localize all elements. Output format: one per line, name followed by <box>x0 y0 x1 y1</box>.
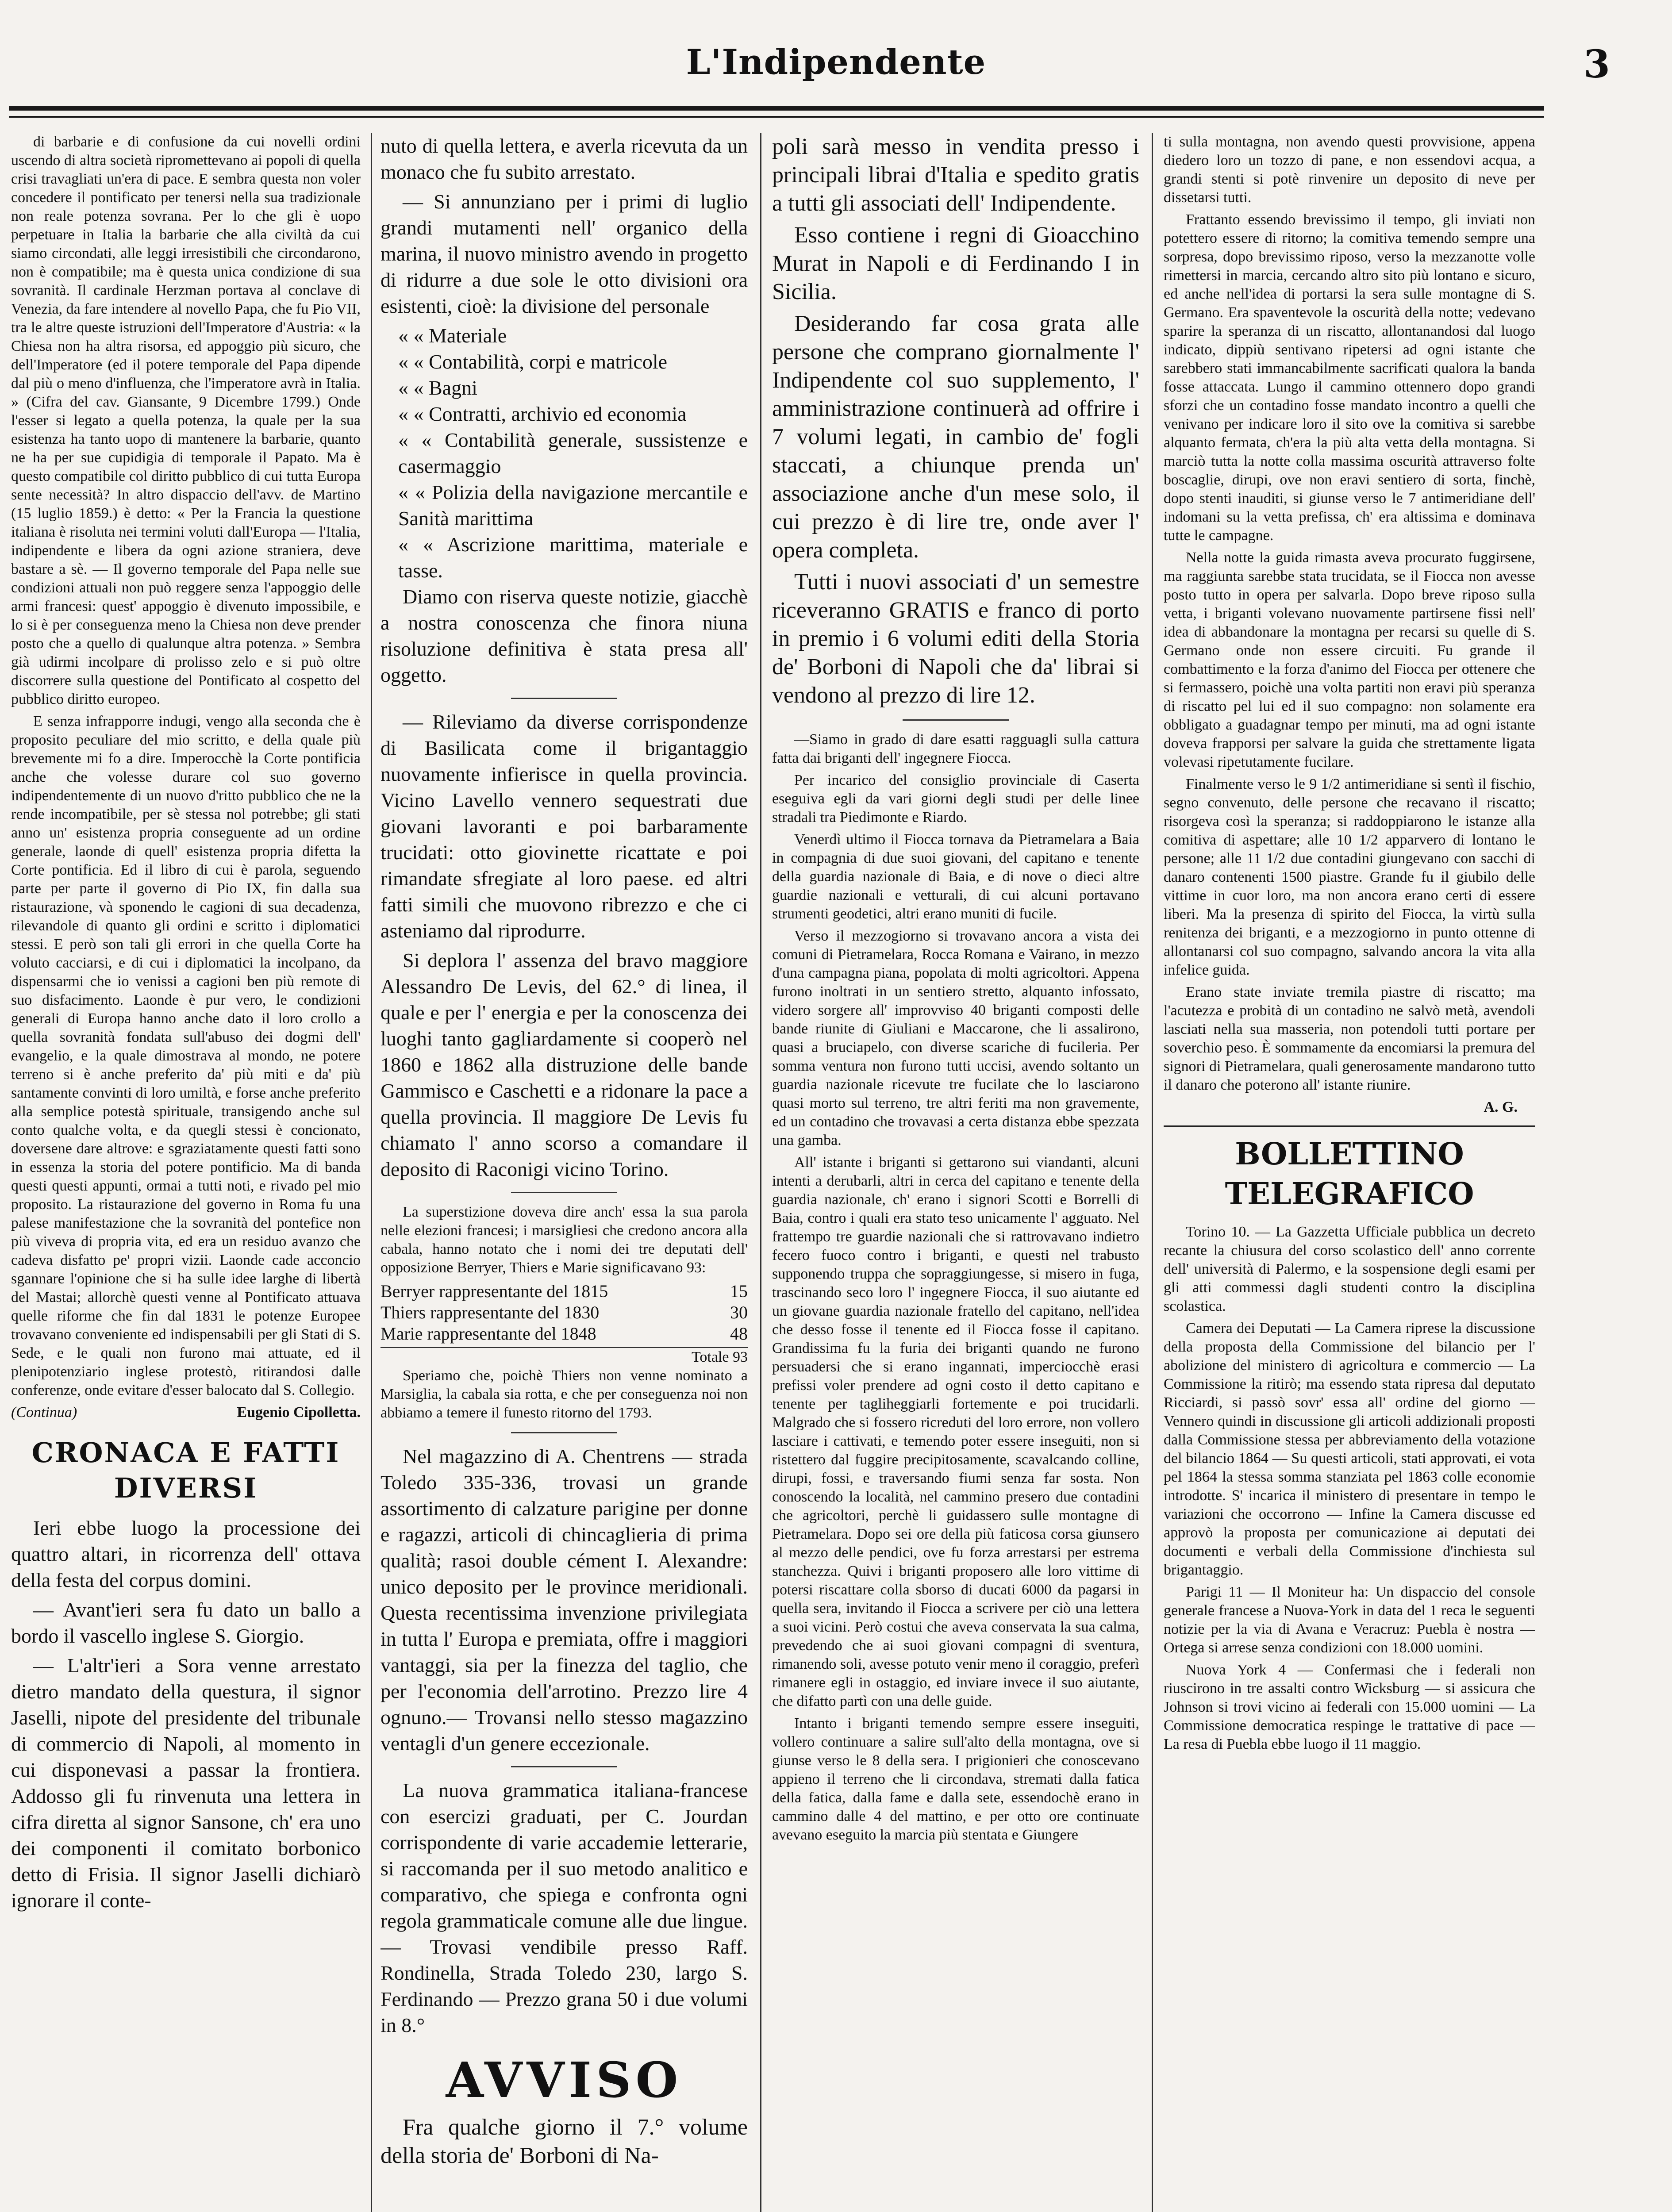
list-item: « « Polizia della navigazione mercantile e Sanità marittima <box>398 481 748 530</box>
table-row <box>381 1323 748 1344</box>
masthead <box>0 42 1672 87</box>
newspaper-title: L'Indipendente <box>686 42 986 82</box>
news-paragraph: Speriamo che, poichè Thiers non venne nominato a Marsiglia, la cabala sia rotta, e che per conseguenza noi non abbiamo a temere il funesto ritorno del 1793. <box>381 1367 748 1421</box>
page-number: 3 <box>1584 42 1610 87</box>
author-name: Eugenio Cipolletta. <box>237 1404 361 1421</box>
separator-rule <box>511 698 617 699</box>
news-paragraph: All' istante i briganti si gettarono sui viandanti, alcuni intenti a derubarli, altri in cerca del capitano e tenente della guardia nazionale, ch' erano i signori Scotti e Borrelli di Baia, contro i quali era stato teso unicamente l' agguato. Nel frattempo tre guardie nazionali che si rattrovavano indietro fecero fuoco contro i briganti, e questi nel trabusto supponendo truppa che sopraggiungesse, si misero in fuga, trascinando seco loro l' ingegnere Fiocca, il suo aiutante ed un giovane guardia nazionale fratello del capitano, nell'idea che desso fosse il tenente ed il Fiocca fosse il capitano. Grandissima fu la furia dei briganti quando ne furono persuadersi che si erano ingannati, imperciocchè erasi prefissi voler prendere ad ogni costo il detto capitano e tenente per tagliheggiarli fortemente e poi trucidarli. Malgrado che si fossero ricreduti del loro errore, non vollero lasciare i cattivati, e temendo poter essere inseguiti, non si ristettero dal fuggire precipitosamente, scavalcando colline, dirupi, fossi, e traversando fiumi senza far sosta. Non conoscendo la località, nel cammino presero due contadini che agricoltori, perchè li guidassero sulle montagne di Pietramelara. Dopo sei ore della più faticosa corsa giunsero al mezzo delle pendici, ove fu forza arrestarsi per estrema stanchezza. Quivi i briganti proposero alle loro vittime di potersi riscattare colla sborso di ducati 6000 da pagarsi in quella sera, invitando il Fiocca a scrivere per ciò una lettera a suoi vicini. Però costui che aveva conservata la sua calma, prevedendo che ai suoi giovani compagni di sventura, rimanendo soli, avesse potuto venir meno il coraggio, preferì rimanere egli in ostaggio, ed inviare invece il suo aiutante, che difatto partì con una delle guide. <box>772 1154 1139 1709</box>
separator-rule <box>511 1766 617 1767</box>
column-1 <box>11 133 361 2212</box>
table-cell: 30 <box>730 1302 748 1322</box>
column-3 <box>772 133 1139 2212</box>
separator-rule <box>903 719 1009 721</box>
table-row <box>381 1281 748 1302</box>
avviso-paragraph: Tutti i nuovi associati d' un semestre riceveranno GRATIS e franco di porto in premio i 6 volumi editi della Storia de' Borboni di Napoli che da' librai si vendono al prezzo di lire 12. <box>772 569 1139 708</box>
signature: A. G. <box>1484 1099 1518 1115</box>
news-paragraph: — Rileviamo da diverse corrispondenze di Basilicata come il brigantaggio nuovamente infierisce in quella provincia. Vicino Lavello vennero sequestrati due giovani lavoranti e poi barbaramente trucidati: otto giovinette ricattate e poi rimandate sfregiate al loro paese. ed altri fatti simili che muovono ribrezzo e che ci asteniamo dal riprodurre. <box>381 710 748 942</box>
list-item: « « Ascrizione marittima, materiale e tasse. <box>398 533 748 582</box>
news-paragraph: Venerdì ultimo il Fiocca tornava da Pietramelara a Baia in compagnia di due suoi giovani, del capitano e tenente della guardia nazionale di Baia, e di nove o dieci altre guardie nazionali e vetturali, di cui alcuni portavano strumenti geodetici, altri erano muniti di fucile. <box>772 831 1139 922</box>
avviso-paragraph: Esso contiene i regni di Gioacchino Murat in Napoli e di Ferdinando I in Sicilia. <box>772 223 1139 304</box>
table-row <box>381 1302 748 1323</box>
column-4 <box>1164 133 1535 2212</box>
avviso-heading: AVVISO <box>446 2051 683 2108</box>
list-item: « « Bagni <box>398 376 477 399</box>
table-cell: 48 <box>730 1324 748 1344</box>
news-paragraph: Ieri ebbe luogo la processione dei quattro altari, in ricorrenza dell' ottava della festa del corpus domini. <box>11 1517 361 1591</box>
continua-label: (Continua) <box>11 1404 77 1421</box>
news-paragraph: La superstizione doveva dire anch' essa la sua parola nelle elezioni francesi; i marsigliesi che credono ancora alla cabala, hanno notato che i nomi dei tre deputati dell' opposizione Berryer, Thiers e Marie significavano 93: <box>381 1204 748 1276</box>
news-paragraph: — Si annunziano per i primi di luglio grandi mutamenti nell' organico della marina, il nuovo ministro avendo in progetto di ridurre a due sole le otto divisioni ora esistenti, cioè: la divisione del personale <box>381 190 748 317</box>
list-item: « « Contratti, archivio ed economia <box>398 403 687 425</box>
ad-paragraph: Nel magazzino di A. Chentrens — strada Toledo 335-336, trovasi un grande assortimento di calzature parigine per donne e ragazzi, articoli di chincaglieria di prima qualità; rasoi double cément I. Alexandre: unico deposito per le province meridionali. Questa recentissima invenzione privilegiata in tutta l' Europa e premiata, offre i maggiori vantaggi, sia per la finezza del taglio, che per l'economia dell'arrotino. Prezzo lire 4 ognuno.— Trovansi nello stesso magazzino ventagli d'un genere eccezionale. <box>381 1445 748 1755</box>
section-heading-cronaca: CRONACA E FATTI DIVERSI <box>31 1436 340 1504</box>
table-cell: Marie rappresentante del 1848 <box>381 1324 596 1344</box>
news-paragraph: — Avant'ieri sera fu dato un ballo a bordo il vascello inglese S. Giorgio. <box>11 1598 361 1647</box>
column-2 <box>381 133 748 2212</box>
news-paragraph: Frattanto essendo brevissimo il tempo, gli inviati non potettero essere di ritorno; la comitiva temendo sempre una sorpresa, dopo brevissimo riposo, verso la mezzanotte volle rimettersi in marcia, cercando altro sito più lontano e sicuro, ed anche nell'idea di portarsi la sera sulle montagne di S. Germano. Era spaventevole la oscurità della notte; vedevano sparire la speranza di un riscatto, allontanandosi dal luogo indicato, dippiù sentivano ripetersi ad ogni istante che sarebbero stati immancabilmente sacrificati qualora la banda fosse attaccata. Lungo il cammino ottennero dopo grandi sforzi che un contadino fosse mandato incontro a quelli che venivano per indicare loro il sito ove la comitiva si sarebbe alquanto fermata, ch'era la più alta vetta della montagna. Si marciò tutta la notte colla massima oscurità attraverso folte boscaglie, dirupi, ove non eravi sentiero di sorta, finchè, dopo stenti inauditi, si giunse verso le 7 antimeridiane dell' indomani su la vetta prefissa, ch' era altissima e dominava tutte le campagne. <box>1164 211 1535 544</box>
table-cell: 15 <box>730 1281 748 1301</box>
list-item: « « Contabilità, corpi e matricole <box>398 350 668 373</box>
news-paragraph: Intanto i briganti temendo sempre essere inseguiti, vollero continuare a salire sull'alto della montagna, ove si giunse verso le 8 della sera. I prigionieri che conoscevano appieno il terreno che li circondava, stremati dalla fatica della fatica, dalla fame e dalla sete, essendochè erano in cammino dalle 4 del mattino, e per otto ore continuate avevano eseguito la marcia più stentata e Giungere <box>772 1715 1139 1843</box>
column-divider <box>371 133 372 2212</box>
news-paragraph: —Siamo in grado di dare esatti ragguagli sulla cattura fatta dai briganti dell' ingegnere Fiocca. <box>772 731 1139 766</box>
news-paragraph: nuto di quella lettera, e averla ricevuta da un monaco che fu subito arrestato. <box>381 134 748 183</box>
article-paragraph: E senza infrapporre indugi, vengo alla seconda che è proposito peculiare del mio scritto, e della quale più brevemente mi fo a dire. Imperocchè la Corte pontificia anche che volesse durare col suo governo indipendentemente di un nuovo d'ritto pubblico che ne la rende incompatibile, per sè stessa nol potrebbe; gli stati anno un' esistenza propria conseguente ad un ordine generale, laonde di quell' esistenza propria difetta la Corte pontificia. Ed il libro di cui è parola, seguendo parte per parte il governo di Pio IX, fin dalla sua ristaurazione, và sponendo le cagioni di sua decadenza, rilevandole di quanto gli ordini e scritto i diplomatici stessi. E però son tali gli errori in che quella Corte ha voluto cacciarsi, e di cui i diplomatici la incolpano, da dispensarmi che io venissi a cagioni ben più remote di suo disfacimento. Laonde è pur vero, le condizioni generali di Europa hanno anche dato il loro crollo a quella sovranità fondata sull'abuso dei dogmi dell' evangelio, e la quale dimostrava al mondo, ne potere terreno si è anche preferito da' più miti e da' più santamente convinti di loro umiltà, e forse anche preferito alla semplice potestà spirituale, transigendo anche sul conto qualche volta, e da quegli stessi è concionato, doversene dare altrove: e sgraziatamente questi fatti sono in essenza la storia del potere pontificio. Ma di banda questi questi appunti, ormai a tutti noti, e rivado pel mio proposito. La ristaurazione del governo in Roma fu una palese manifestazione che la sovranità del pontefice non più viveva di propria vita, ed era un residuo avanzo che cadeva disfatto pe' propri vizii. Laonde cade acconcio sgannare l'opinione che si ha sulle idee larghe di libertà del Mastai; allorchè questi venne al Pontificato attuava quelle riforme che fin dal 1831 le potenze Europee trovavano conveniente ed indispensabili per gli Stati di S. Sede, e le quali non furono mai attuate, ed il plenipotenziario inglese protestò, ritirandosi dalle conferenze, onde evitare d'esser balocato dal S. Collegio. <box>11 713 361 1398</box>
telegraph-paragraph: Camera dei Deputati — La Camera riprese la discussione della proposta della Commissione del bilancio per l' abolizione del ministero di agricoltura e commercio — La Commissione la ritirò; ma essendo stata ripresa dal deputato Ricciardi, si passò sovr' essa all' ordine del giorno — Vennero quindi in discussione gli articoli addizionali proposti dalla Commissione stessa per abbreviamento della votazione del bilancio 1864 — Su questi articoli, stati approvati, ei vota pel 1864 la stessa somma stanziata pel 1863 colle economie introdotte. S' incarica il ministero di presentare in tempo le variazioni che occorrono — Infine la Camera discusse ed approvò la proposta per comunicazione ai deputati dei documenti e verbali della Commissione d'inchiesta sul brigantaggio. <box>1164 1320 1535 1578</box>
table-cell: Berryer rappresentante del 1815 <box>381 1281 608 1301</box>
news-paragraph: Per incarico del consiglio provinciale di Caserta eseguiva egli da vari giorni degli studi per delle linee stradali tra Piedimonte e Riardo. <box>772 772 1139 826</box>
cabala-table <box>381 1281 748 1344</box>
telegraph-paragraph: Torino 10. — La Gazzetta Ufficiale pubblica un decreto recante la chiusura del corso scolastico dell' anno corrente dell' università di Palermo, e la sospensione degli esami per gli atti commessi dagli studenti contro la disciplina scolastica. <box>1164 1224 1535 1314</box>
masthead-rule-thin <box>9 116 1544 118</box>
list-item: « « Materiale <box>398 324 507 347</box>
news-paragraph: Finalmente verso le 9 1/2 antimeridiane si sentì il fischio, segno convenuto, delle persone che recavano il riscatto; risorgeva così la speranza; si raddoppiarono le istanze alla comitiva di aspettare; alle 10 1/2 apparvero di lontano le persone; alle 11 1/2 due contadini giungevano con sacchi di danaro contenenti 1500 piastre. Grande fu il giubilo delle vittime in cuor loro, ma non ancora erano certi di essere liberi. Ma la presenza di spirito del Fiocca, la virtù sulla renitenza dei briganti, e a mezzogiorno in punto ottenne di allontanarsi col suo compagno, salvando ancora la vita alla infelice guida. <box>1164 776 1535 978</box>
division-list <box>381 323 748 584</box>
masthead-rule-thick <box>9 106 1544 111</box>
news-paragraph: Diamo con riserva queste notizie, giacchè a nostra conoscenza che finora niuna risoluzione definitiva è stata presa all' oggetto. <box>381 585 748 686</box>
article-paragraph: di barbarie e di confusione da cui novelli ordini uscendo di altra società ripromettevano ai popoli di quella crisi travagliati un'era di pace. E sembra questa non voler concedere il pontificato per tenersi nella sua tradizionale non reale potenza sovrana. Per lo che gli è uopo perpetuare in Italia la barbarie che alla civiltà da cui siamo circondati, alle leggi irresistibili che circondarono, non è compatibile; ma è questa unica condizione di sua sovranità. Il cardinale Herzman portava al conclave di Venezia, da fare intendere al novello Papa, che fu Pio VII, tra le altre queste istruzioni dell'Imperatore d'Austria: « la Chiesa non ha altra risorsa, ed appoggio più sicuro, che dell'Imperatore (ed il potere temporale del Papa dipende dal più o meno d'influenza, che l'imperatore avrà in Italia. » (Cifra del cav. Giansante, 9 Dicembre 1799.) Onde l'esser si legato a quella potenza, la quale per la sua esistenza ha tanto uopo di mantenere la barbarie, quanto ne ha per sue cupidigia di temporale il Papato. Ma è questo compatibile col diritto pubblico di cui tutta Europa sente necessità? In altro dispaccio dell'avv. de Martino (15 luglio 1859.) è detto: « Per la Francia la questione italiana è risoluta nei termini voluti dall'Europa — l'Italia, indipendente e libera da ogni azione straniera, deve bastare a sè. — Il governo temporale del Papa nelle sue condizioni attuali non può reggere senza l'appoggio delle armi francesi: quest' appoggio è divenuto impossibile, e lo si è per conseguenza meno la Chiesa non deve prender posto che a quello di qualunque altra potenza. » Sembra già udirmi incolpare di prolisso zelo e si può oltre discorrere sulla questione del Pontificato al cospetto del pubblico diritto europeo. <box>11 134 361 707</box>
news-paragraph: Erano state inviate tremila piastre di riscatto; ma l'acutezza e probità di un contadino ne salvò metà, avendoli lasciati nella sua masseria, non potendoli tutti portare per soverchio peso. È sommamente da encomiarsi la premura del signori di Pietramelara, quali generosamente mandarono tutto il danaro che poterono all' istante riunire. <box>1164 984 1535 1093</box>
avviso-paragraph: Fra qualche giorno il 7.° volume della storia de' Borboni di Na- <box>381 2115 748 2168</box>
avviso-paragraph: poli sarà messo in vendita presso i principali librai d'Italia e spedito gratis a tutti gli associati dell' Indipendente. <box>772 134 1139 216</box>
news-paragraph: — L'altr'ieri a Sora venne arrestato dietro mandato della questura, il signor Jaselli, nipote del presidente del tribunale di commercio di Napoli, al momento in cui disponevasi a passar la frontiera. Addosso gli fu rinvenuta una lettera in cifra diretta al signor Sansone, ch' era uno dei componenti il comitato borbonico detto di Frisia. Il signor Jaselli dichiarò ignorare il conte- <box>11 1654 361 1912</box>
avviso-paragraph: Desiderando far cosa grata alle persone che comprano giornalmente l' Indipendente col suo supplemento, l' amministrazione continuerà ad offrire i 7 volumi legati, in cambio de' fogli staccati, a chiunque prenda un' associazione anche d'un mese solo, il cui prezzo è di lire tre, onde aver l' opera completa. <box>772 311 1139 563</box>
list-item: « « Contabilità generale, sussistenze e casermaggio <box>398 429 748 477</box>
news-paragraph: Nella notte la guida rimasta aveva procurato fuggirsene, ma raggiunta sarebbe stata trucidata, se il Fiocca non avesse posto tutto in opera per salvarla. Dopo breve riposo sulla vetta, i briganti volevano nuovamente partirsene fissi nell' idea di abbandonare la montagna per recarsi su quelle di S. Germano onde non essere circuiti. Fu grande il combattimento e la forza d'animo del Fiocca per ottenere che si fermassero, poichè una volta partiti non eravi più speranza di riscatto pel lui ed il suo compagno: non solamente era obbligato a guadagnar tempo per minuti, ma ad ogni istante doveva frapporsi per salvare la guida che strettamente ligata volevasi ripetutamente fucilare. <box>1164 549 1535 770</box>
separator-rule <box>511 1432 617 1433</box>
telegraph-paragraph: Nuova York 4 — Confermasi che i federali non riuscirono in tre assalti contro Wicksburg — si assicura che Johnson si trovi vicino ai federali con 15.000 uomini — La Commissione democratica respinge le trattative di pace — La resa di Puebla ebbe luogo il 11 maggio. <box>1164 1662 1535 1752</box>
section-heading-bollettino: BOLLETTINO TELEGRAFICO <box>1164 1125 1535 1214</box>
telegraph-paragraph: Parigi 11 — Il Moniteur ha: Un dispaccio del console generale francese a Nuova-York in data del 1 reca le seguenti notizie per la via di Avana e Veracruz: Puebla è nostra — Ortega si arrese senza condizioni con 18.000 uomini. <box>1164 1584 1535 1656</box>
news-paragraph: Verso il mezzogiorno si trovavano ancora a vista dei comuni di Pietramelara, Rocca Romana e Vairano, in mezzo d'una campagna piana, popolata di molti agricoltori. Appena furono inoltrati in un sentiero stretto, alquanto infossato, videro sorgere all' improvviso 40 briganti composti delle bande riunite di Giuliani e Maccarone, che li assalirono, quasi a bruciapelo, con diverse scariche di fucileria. Per somma ventura non furono tutti uccisi, avendo soltanto un guardia nazionale ricevute tre fucilate che lo lasciarono quasi morto sul terreno, tre altri feriti ma non gravemente, ed un contadino che trovavasi a certa distanza ebbe spezzata una gamba. <box>772 928 1139 1148</box>
article-footer <box>11 1403 361 1422</box>
news-paragraph: ti sulla montagna, non avendo questi provvisione, appena diedero loro un tozzo di pane, e non essendovi acqua, a grandi stenti si potè rinvenire un deposito di neve per dissetarsi tutti. <box>1164 134 1535 206</box>
table-cell: Thiers rappresentante del 1830 <box>381 1302 600 1322</box>
ad-paragraph: La nuova grammatica italiana-francese con esercizi graduati, per C. Jourdan corrispondente di varie accademie letterarie, si raccomanda per il suo metodo analitico e comparativo, che spiega e confronta ogni regola grammaticale comune alle due lingue. — Trovasi vendibile presso Raff. Rondinella, Strada Toledo 230, largo S. Ferdinando — Prezzo grana 50 i due volumi in 8.° <box>381 1779 748 2036</box>
table-total: Totale 93 <box>381 1347 748 1367</box>
separator-rule <box>511 1192 617 1193</box>
column-divider <box>1152 133 1153 2212</box>
news-paragraph: Si deplora l' assenza del bravo maggiore Alessandro De Levis, del 62.° di linea, il quale e per l' energia e per la conoscenza dei luoghi tanto gagliardamente si cooperò nel 1860 e 1862 alla distruzione delle bande Gammisco e Caschetti e a ridonare la pace a quella provincia. Il maggiore De Levis fu chiamato l' anno scorso a comandare il deposito di Raconigi vicino Torino. <box>381 949 748 1180</box>
column-divider <box>760 133 761 2212</box>
